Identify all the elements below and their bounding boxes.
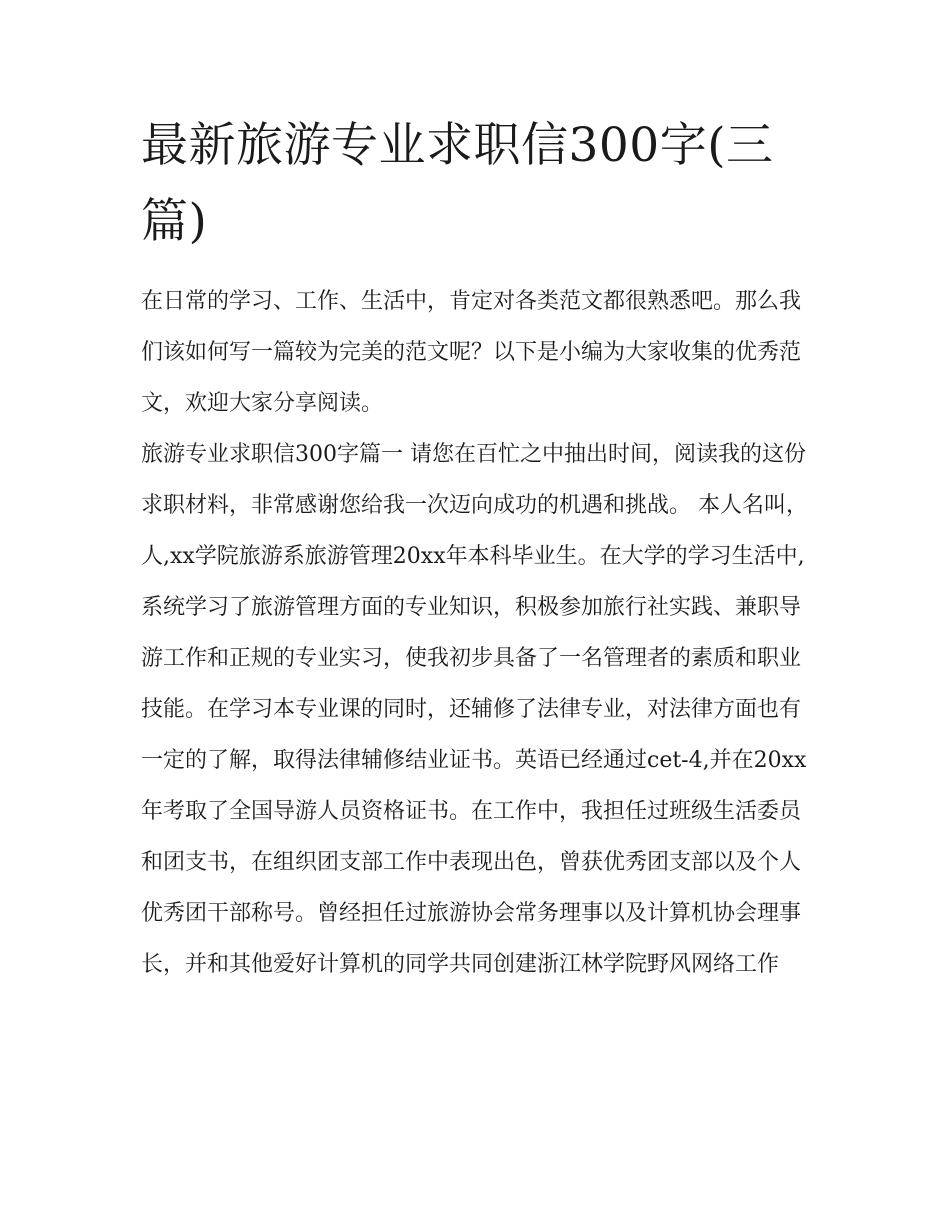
intro-paragraph: 在日常的学习、工作、生活中，肯定对各类范文都很熟悉吧。那么我们该如何写一篇较为完美的范文呢？以下是小编为大家收集的优秀范文，欢迎大家分享阅读。: [141, 289, 802, 416]
letter-opening-paragraph: 旅游专业求职信300字篇一 请您在百忙之中抽出时间，阅读我的这份求职材料，非常感谢您给我一次迈向成功的机遇和挑战。 本人名叫，: [141, 442, 808, 518]
document-body: [141, 108, 813, 990]
letter-body-paragraph: 人,xx学院旅游系旅游管理20xx年本科毕业生。在大学的学习生活中,系统学习了旅游管理方面的专业知识，积极参加旅行社实践、兼职导游工作和正规的专业实习，使我初步具备了一名管理者的素质和职业技能。在学习本专业课的同时，还辅修了法律专业，对法律方面也有一定的了解，取得法律辅修结业证书。英语已经通过cet-4,并在20xx年考取了全国导游人员资格证书。在工作中，我担任过班级生活委员和团支书，在组织团支部工作中表现出色，曾获优秀团支部以及个人优秀团干部称号。曾经担任过旅游协会常务理事以及计算机协会理事长，并和其他爱好计算机的同学共同创建浙江林学院野风网络工作: [141, 544, 807, 977]
document-title: 最新旅游专业求职信300字(三篇): [141, 118, 774, 249]
